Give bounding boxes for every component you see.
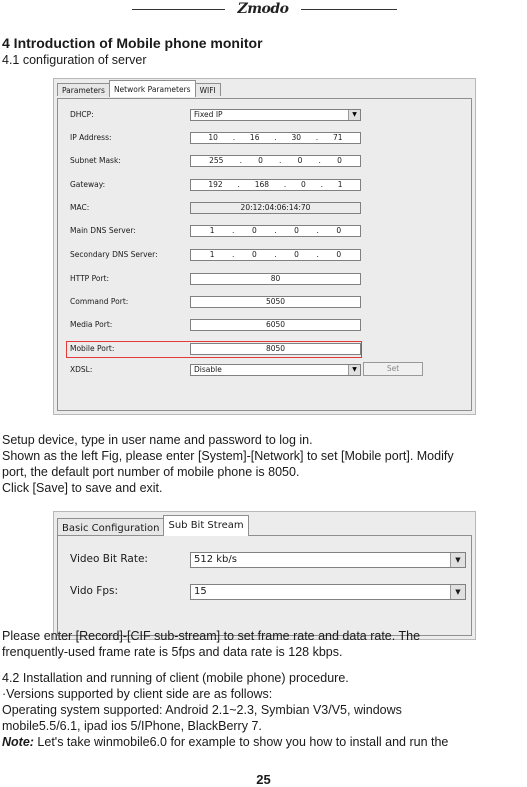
text-line: port, the default port number of mobile phone is 8050. bbox=[2, 465, 300, 479]
fps-select[interactable] bbox=[190, 584, 466, 600]
dhcp-label: DHCP: bbox=[70, 110, 94, 119]
dot-separator: . bbox=[232, 250, 235, 259]
chevron-down-icon[interactable]: ▼ bbox=[450, 553, 465, 567]
dot-separator: . bbox=[274, 250, 277, 259]
text-line: Shown as the left Fig, please enter [System]-[Network] to set [Mobile port]. Modify bbox=[2, 449, 454, 463]
text-line: 4.2 Installation and running of client (mobile phone) procedure. bbox=[2, 671, 349, 685]
dhcp-select[interactable] bbox=[190, 109, 361, 121]
xdsl-value: Disable bbox=[194, 365, 222, 374]
subnet-mask-label: Subnet Mask: bbox=[70, 156, 121, 165]
brand-logo: Zmodo bbox=[237, 1, 289, 17]
text-line: mobile5.5/6.1, ipad ios 5/IPhone, BlackBerry 7. bbox=[2, 719, 262, 733]
dot-separator: . bbox=[316, 250, 319, 259]
dns1-octet-3: 0 bbox=[294, 226, 299, 235]
dot-separator: . bbox=[318, 156, 321, 165]
dot-separator: . bbox=[320, 180, 323, 189]
http-port-label: HTTP Port: bbox=[70, 274, 109, 283]
dot-separator: . bbox=[279, 156, 282, 165]
mobile-port-label: Mobile Port: bbox=[70, 344, 115, 353]
dns2-octet-1: 1 bbox=[209, 250, 215, 259]
mask-octet-1: 255 bbox=[209, 156, 224, 165]
dot-separator: . bbox=[315, 133, 319, 142]
xdsl-select[interactable] bbox=[190, 364, 361, 376]
http-port-field[interactable]: 80 bbox=[190, 273, 361, 285]
instructions-paragraph bbox=[2, 432, 454, 496]
chevron-down-icon[interactable]: ▼ bbox=[348, 365, 360, 375]
tab-network-parameters[interactable]: Network Parameters bbox=[109, 80, 196, 97]
text-line: ·Versions supported by client side are as follows: bbox=[2, 687, 273, 701]
command-port-label: Command Port: bbox=[70, 297, 129, 306]
stream-tabs bbox=[57, 515, 248, 536]
dns2-octet-2: 0 bbox=[251, 250, 257, 259]
gateway-octet-3: 0 bbox=[301, 180, 306, 189]
bitrate-label: Video Bit Rate: bbox=[70, 553, 148, 565]
gateway-field[interactable] bbox=[190, 179, 361, 191]
text-line: Click [Save] to save and exit. bbox=[2, 481, 163, 495]
ip-octet-1: 10 bbox=[208, 133, 218, 142]
ip-address-label: IP Address: bbox=[70, 133, 112, 142]
text-line: frenquently-used frame rate is 5fps and data rate is 128 kbps. bbox=[2, 645, 343, 659]
gateway-octet-2: 168 bbox=[254, 180, 270, 189]
header-rule-left bbox=[132, 9, 225, 10]
dot-separator: . bbox=[283, 180, 287, 189]
dns1-octet-1: 1 bbox=[209, 226, 215, 235]
ip-address-field[interactable] bbox=[190, 132, 361, 144]
tab-basic-configuration[interactable]: Basic Configuration bbox=[57, 518, 164, 536]
dns2-octet-4: 0 bbox=[336, 250, 342, 259]
main-dns-field[interactable] bbox=[190, 225, 361, 237]
mobile-port-field[interactable]: 8050 bbox=[190, 343, 361, 355]
media-port-label: Media Port: bbox=[70, 320, 113, 329]
dns1-octet-2: 0 bbox=[251, 226, 257, 235]
note-line bbox=[2, 734, 448, 750]
main-dns-label: Main DNS Server: bbox=[70, 226, 136, 235]
tab-wifi[interactable]: WIFI bbox=[195, 83, 221, 96]
frame-rate-paragraph bbox=[2, 628, 420, 660]
note-label: Note: bbox=[2, 735, 34, 749]
note-text: Let's take winmobile6.0 for example to show you how to install and run the bbox=[33, 735, 449, 749]
dns1-octet-4: 0 bbox=[336, 226, 342, 235]
header-rule-right bbox=[301, 9, 397, 10]
command-port-field[interactable]: 5050 bbox=[190, 296, 361, 308]
network-settings-screenshot bbox=[53, 78, 476, 415]
bitrate-value: 512 kb/s bbox=[194, 554, 237, 565]
sub-bit-stream-frame bbox=[57, 535, 472, 636]
text-line: Setup device, type in user name and password to log in. bbox=[2, 433, 313, 447]
dot-separator: . bbox=[316, 226, 319, 235]
dot-separator: . bbox=[237, 180, 240, 189]
page-number: 25 bbox=[256, 772, 271, 787]
mask-octet-2: 0 bbox=[258, 156, 263, 165]
gateway-label: Gateway: bbox=[70, 180, 106, 189]
chevron-down-icon[interactable]: ▼ bbox=[348, 110, 360, 120]
text-line: Operating system supported: Android 2.1~2.3, Symbian V3/V5, windows bbox=[2, 703, 402, 717]
ip-octet-3: 30 bbox=[291, 133, 301, 142]
installation-paragraph bbox=[2, 670, 448, 750]
mac-field: 20:12:04:06:14:70 bbox=[190, 202, 361, 214]
bitrate-select[interactable] bbox=[190, 552, 466, 568]
sub-bit-stream-screenshot bbox=[53, 511, 476, 640]
tab-parameters[interactable]: Parameters bbox=[57, 83, 110, 96]
dns2-octet-3: 0 bbox=[294, 250, 299, 259]
mask-octet-4: 0 bbox=[337, 156, 342, 165]
mask-octet-3: 0 bbox=[297, 156, 303, 165]
subsection-title: 4.1 configuration of server bbox=[2, 53, 147, 67]
xdsl-label: XDSL: bbox=[70, 365, 93, 374]
secondary-dns-field[interactable] bbox=[190, 249, 361, 261]
section-title: 4 Introduction of Mobile phone monitor bbox=[2, 35, 263, 51]
ip-octet-2: 16 bbox=[249, 133, 260, 142]
ip-octet-4: 71 bbox=[332, 133, 343, 142]
dot-separator: . bbox=[239, 156, 242, 165]
tab-sub-bit-stream[interactable]: Sub Bit Stream bbox=[163, 515, 248, 536]
network-parameters-frame bbox=[57, 98, 472, 411]
dhcp-value: Fixed IP bbox=[194, 110, 223, 119]
dot-separator: . bbox=[232, 226, 235, 235]
dot-separator: . bbox=[274, 226, 277, 235]
gateway-octet-4: 1 bbox=[337, 180, 343, 189]
secondary-dns-label: Secondary DNS Server: bbox=[70, 250, 158, 259]
gateway-octet-1: 192 bbox=[208, 180, 223, 189]
fps-label: Vido Fps: bbox=[70, 585, 119, 597]
subnet-mask-field[interactable] bbox=[190, 155, 361, 167]
mac-label: MAC: bbox=[70, 203, 90, 212]
set-button[interactable]: Set bbox=[363, 362, 423, 376]
text-line: Please enter [Record]-[CIF sub-stream] to set frame rate and data rate. The bbox=[2, 629, 421, 643]
dot-separator: . bbox=[274, 133, 277, 142]
chevron-down-icon[interactable]: ▼ bbox=[450, 585, 465, 599]
media-port-field[interactable]: 6050 bbox=[190, 319, 361, 331]
settings-tabs bbox=[57, 83, 220, 99]
fps-value: 15 bbox=[194, 586, 207, 597]
dot-separator: . bbox=[232, 133, 236, 142]
